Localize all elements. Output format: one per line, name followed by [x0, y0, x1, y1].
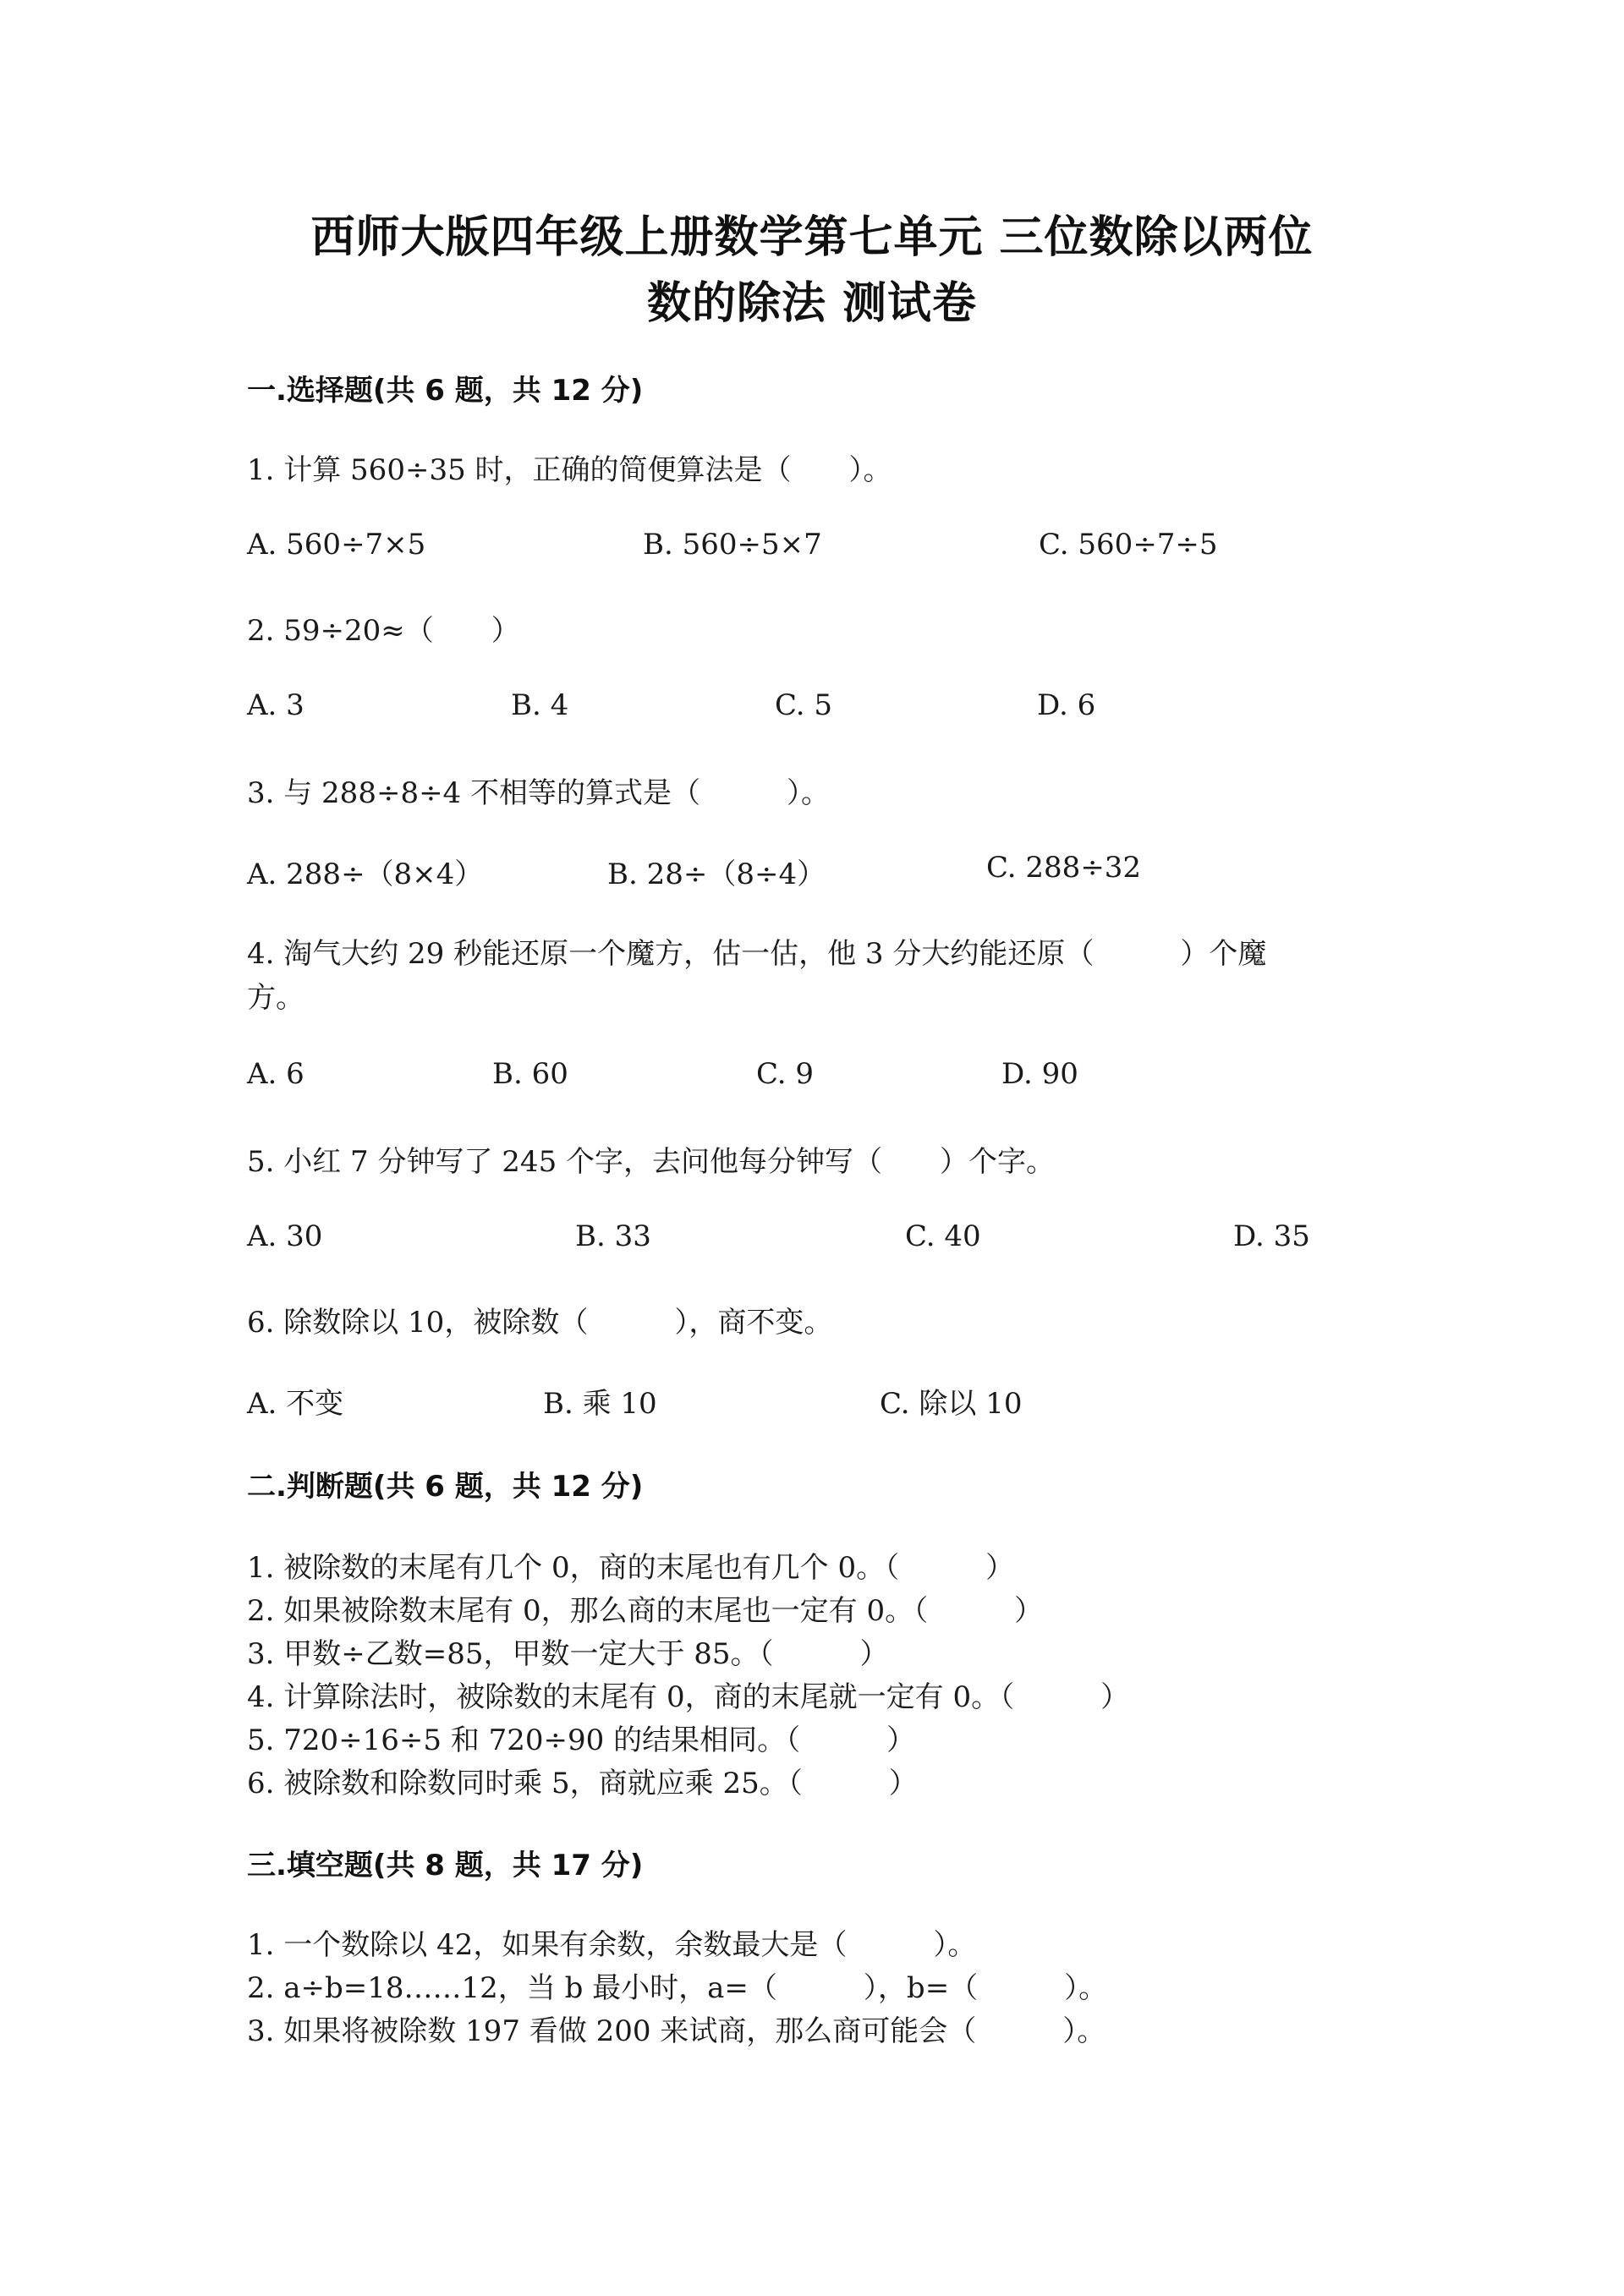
section-heading-fill: 三.填空题(共 8 题，共 17 分)	[247, 1849, 644, 1882]
judge-item-5: 5. 720÷16÷5 和 720÷90 的结果相同。（ ）	[247, 1723, 916, 1757]
question-2-option-a: A. 3	[247, 688, 304, 722]
document-title-line-2: 数的除法 测试卷	[646, 278, 978, 329]
question-6-stem: 6. 除数除以 10，被除数（ ），商不变。	[247, 1306, 833, 1340]
judge-item-4: 4. 计算除法时，被除数的末尾有 0，商的末尾就一定有 0。（ ）	[247, 1680, 1130, 1714]
judge-item-6: 6. 被除数和除数同时乘 5，商就应乘 25。（ ）	[247, 1767, 918, 1800]
judge-item-3: 3. 甲数÷乙数=85，甲数一定大于 85。（ ）	[247, 1637, 889, 1671]
question-1-option-b: B. 560÷5×7	[643, 528, 822, 562]
question-2-stem: 2. 59÷20≈（ ）	[247, 614, 520, 648]
section-heading-judge: 二.判断题(共 6 题，共 12 分)	[247, 1470, 644, 1504]
question-6-option-b: B. 乘 10	[543, 1387, 657, 1421]
question-3-option-b: B. 28÷（8÷4）	[607, 858, 826, 891]
judge-item-2: 2. 如果被除数末尾有 0，那么商的末尾也一定有 0。（ ）	[247, 1594, 1044, 1628]
question-2-option-c: C. 5	[775, 688, 833, 722]
fill-item-1: 1. 一个数除以 42，如果有余数，余数最大是（ ）。	[247, 1928, 977, 1962]
question-5-stem: 5. 小红 7 分钟写了 245 个字，去问他每分钟写（ ）个字。	[247, 1145, 1056, 1179]
question-2-option-b: B. 4	[511, 688, 569, 722]
question-1-option-c: C. 560÷7÷5	[1039, 528, 1218, 562]
question-3-option-a: A. 288÷（8×4）	[247, 858, 484, 891]
fill-item-3: 3. 如果将被除数 197 看做 200 来试商，那么商可能会（ ）。	[247, 2014, 1106, 2048]
judge-item-1: 1. 被除数的末尾有几个 0，商的末尾也有几个 0。（ ）	[247, 1551, 1015, 1585]
question-6-option-a: A. 不变	[247, 1387, 344, 1421]
question-3-stem: 3. 与 288÷8÷4 不相等的算式是（ ）。	[247, 776, 830, 810]
question-1-stem: 1. 计算 560÷35 时，正确的简便算法是（ ）。	[247, 453, 892, 487]
question-2-option-d: D. 6	[1037, 688, 1096, 722]
question-5-option-b: B. 33	[575, 1219, 651, 1253]
question-5-option-a: A. 30	[247, 1219, 323, 1253]
question-3-option-c: C. 288÷32	[986, 851, 1142, 885]
question-1-option-a: A. 560÷7×5	[247, 528, 426, 562]
question-4-option-d: D. 90	[1001, 1057, 1078, 1091]
question-4-option-b: B. 60	[492, 1057, 568, 1091]
question-5-option-c: C. 40	[905, 1219, 981, 1253]
question-4-stem-line-2: 方。	[247, 981, 304, 1015]
question-4-option-c: C. 9	[756, 1057, 815, 1091]
question-4-stem-line-1: 4. 淘气大约 29 秒能还原一个魔方，估一估，他 3 分大约能还原（ ）个魔	[247, 937, 1267, 971]
question-4-option-a: A. 6	[247, 1057, 304, 1091]
question-5-option-d: D. 35	[1233, 1219, 1310, 1253]
question-6-option-c: C. 除以 10	[880, 1387, 1023, 1421]
section-heading-choice: 一.选择题(共 6 题，共 12 分)	[247, 374, 644, 408]
document-title-line-1: 西师大版四年级上册数学第七单元 三位数除以两位	[310, 212, 1314, 263]
fill-item-2: 2. a÷b=18……12，当 b 最小时，a=（ ），b=（ ）。	[247, 1971, 1108, 2005]
